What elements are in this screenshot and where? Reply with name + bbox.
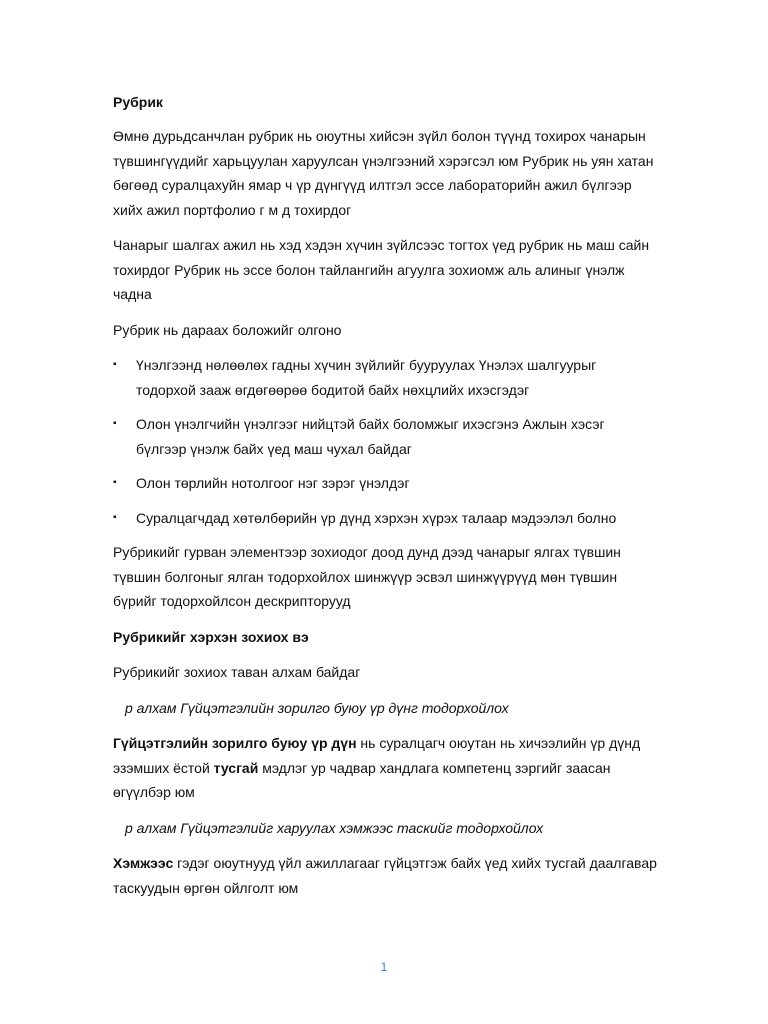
bullet-icon: ▪ <box>113 359 117 370</box>
bullet-icon: ▪ <box>113 511 117 523</box>
list-item-text: Суралцагчдад хөтөлбөрийн үр дүнд хэрхэн хүрэх талаар мэдээлэл болно <box>136 509 617 526</box>
dimension-text: гэдэг оюутнууд үйл ажиллагааг гүйцэтгэж байх үед хийх тусгай даалгавар таскуудын өргөн ойлголт юм <box>113 855 657 896</box>
goal-text-part2: мэдлэг ур чадвар хандлага компетенц зэргийг заасан өгүүлбэр юм <box>113 759 611 800</box>
paragraph-quality: Чанарыг шалгах ажил нь хэд хэдэн хүчин зүйлсээс тогтох үед рубрик нь маш сайн тохирдог Рубрик нь эссе болон тайлангийн агуулга зохиомж аль алиныг үнэлж чадна <box>113 237 650 302</box>
list-item-text: Олон үнэлгчийн үнэлгээг нийцтэй байх боломжыг ихэсгэнэ Ажлын хэсэг бүлгээр үнэлж байх үед маш чухал байдаг <box>136 416 605 457</box>
document-title: Рубрик <box>113 94 163 110</box>
goal-term-special: тусгай <box>213 759 259 776</box>
dimension-term: Хэмжээс <box>113 855 174 871</box>
paragraph-steps-intro: Рубрикийг зохиох таван алхам байдаг <box>113 664 361 680</box>
paragraph-intro: Өмнө дурьдсанчлан рубрик нь оюутны хийсэн зүйл болон түүнд тохирох чанарын түвшингүүдийг харьцуулан харуулсан үнэлгээний хэрэгсэл юм Рубрик нь уян хатан бөгөөд суралцахуйн ямар ч үр дүнгүүд илтгэл эссе лабораторийн ажил бүлгээр хийх ажил портфолио г м д тохирдог <box>113 128 654 218</box>
goal-term: Гүйцэтгэлийн зорилго буюу үр дүн <box>113 735 357 751</box>
paragraph-goal-definition <box>113 731 658 805</box>
list-item <box>113 506 658 531</box>
list-item-text: Үнэлгээнд нөлөөлөх гадны хүчин зүйлийг бууруулах Үнэлэх шалгуурыг тодорхой зааж өгдөгөөрөө бодитой байх нөхцлийх ихэсгэдэг <box>136 357 597 398</box>
section-heading: Рубрикийг хэрхэн зохиох вэ <box>113 628 309 645</box>
step-1-heading: р алхам Гүйцэтгэлийн зорилго буюу үр дүнг тодорхойлох <box>125 699 509 716</box>
paragraph-elements: Рубрикийг гурван элементээр зохиодог доод дунд дээд чанарыг ялгах түвшин түвшин болгоныг ялган тодорхойлох шинжүүр эсвэл шинжүүрүүд мөн түвшин бүрийг тодорхойлсон дескрипторууд <box>113 544 621 609</box>
document-body <box>113 90 658 911</box>
paragraph-dimension-definition <box>113 851 658 900</box>
list-item <box>113 471 658 496</box>
step-2-heading: р алхам Гүйцэтгэлийг харуулах хэмжээс таскийг тодорхойлох <box>125 819 544 836</box>
list-item <box>113 412 658 461</box>
list-item <box>113 353 658 402</box>
goal-text-part1: нь суралцагч оюутан нь хичээлийн үр дүнд эзэмших ёстой <box>113 735 641 776</box>
benefits-list <box>113 353 658 530</box>
list-item-text: Олон төрлийн нотолгоог нэг зэрэг үнэлдэг <box>136 475 410 491</box>
paragraph-benefits-intro: Рубрик нь дараах боложийг олгоно <box>113 321 342 338</box>
bullet-icon: ▪ <box>113 418 117 429</box>
page-number: 1 <box>380 960 388 974</box>
bullet-icon: ▪ <box>113 477 117 488</box>
